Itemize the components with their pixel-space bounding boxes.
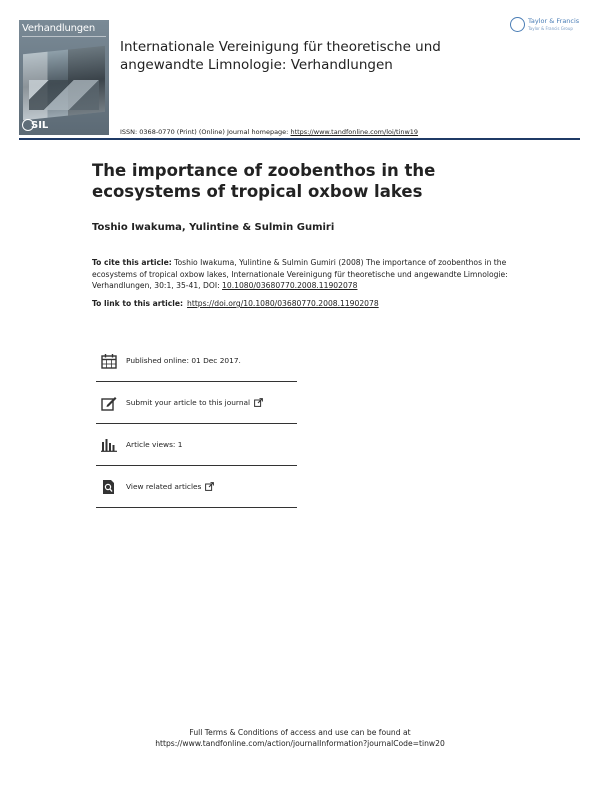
external-link-icon bbox=[254, 398, 263, 407]
citation-block bbox=[92, 257, 522, 292]
related-articles-link[interactable]: View related articles bbox=[126, 482, 202, 491]
footer-line-1: Full Terms & Conditions of access and use can be found at bbox=[189, 728, 411, 737]
article-info-list bbox=[96, 340, 297, 508]
calendar-icon bbox=[96, 353, 122, 369]
issn-text: ISSN: 0368-0770 (Print) (Online) Journal homepage: bbox=[120, 128, 291, 136]
edit-icon bbox=[96, 395, 122, 411]
publisher-logo[interactable] bbox=[510, 16, 585, 36]
publisher-tagline: Taylor & Francis Group bbox=[528, 26, 573, 31]
journal-title: Internationale Vereinigung für theoretische und angewandte Limnologie: Verhandlungen bbox=[120, 39, 441, 73]
article-link-line bbox=[92, 299, 379, 308]
issn-line bbox=[120, 128, 418, 136]
article-views: Article views: 1 bbox=[126, 440, 183, 449]
publisher-name: Taylor & Francis bbox=[528, 17, 580, 25]
info-row-submit[interactable] bbox=[96, 382, 297, 424]
article-authors: Toshio Iwakuma, Yulintine & Sulmin Gumiri bbox=[92, 222, 335, 233]
article-doi-url[interactable]: https://doi.org/10.1080/03680770.2008.11902078 bbox=[187, 299, 379, 308]
publisher-logo-icon bbox=[510, 17, 525, 32]
citation-label: To cite this article: bbox=[92, 258, 172, 267]
link-label: To link to this article: bbox=[92, 299, 184, 308]
info-row-related[interactable] bbox=[96, 466, 297, 508]
cover-rule bbox=[22, 36, 106, 47]
cover-title: Verhandlungen bbox=[22, 23, 95, 34]
cover-image-detail bbox=[29, 80, 99, 110]
submit-article-link[interactable]: Submit your article to this journal bbox=[126, 398, 251, 407]
cover-logo-text: SIL bbox=[31, 120, 49, 131]
journal-homepage-link[interactable]: https://www.tandfonline.com/loi/tinw19 bbox=[290, 128, 419, 136]
article-title: The importance of zoobenthos in the ecosystems of tropical oxbow lakes bbox=[92, 161, 436, 201]
terms-footer bbox=[0, 727, 600, 749]
info-row-views bbox=[96, 424, 297, 466]
journal-cover bbox=[19, 20, 109, 135]
bar-chart-icon bbox=[96, 438, 122, 452]
citation-doi-link[interactable]: 10.1080/03680770.2008.11902078 bbox=[222, 281, 358, 290]
footer-terms-url[interactable]: https://www.tandfonline.com/action/journalInformation?journalCode=tinw20 bbox=[155, 739, 445, 748]
info-row-published bbox=[96, 340, 297, 382]
header-divider bbox=[19, 138, 580, 140]
search-document-icon bbox=[96, 479, 122, 495]
external-link-icon bbox=[205, 482, 214, 491]
published-date: Published online: 01 Dec 2017. bbox=[126, 356, 241, 365]
citation-text: Toshio Iwakuma, Yulintine & Sulmin Gumiri (2008) The importance of zoobenthos in the ecosystems of tropical oxbow lakes, Internationale Vereinigung für theoretische und angewandte Limnologie: Verhandlungen, 30:1, 35-41, DOI: bbox=[92, 258, 508, 290]
